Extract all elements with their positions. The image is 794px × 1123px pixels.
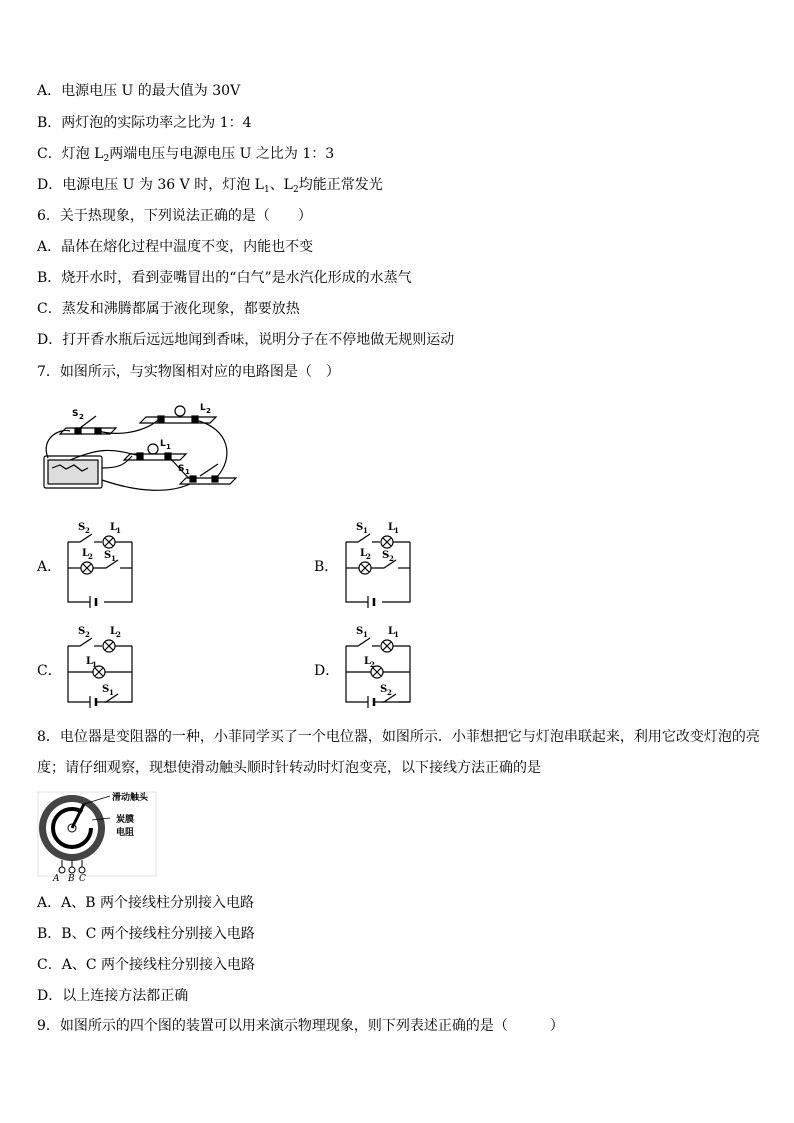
svg-text:S: S — [380, 684, 388, 695]
q7-circuit-d — [340, 622, 420, 714]
svg-text:S: S — [382, 550, 390, 561]
svg-text:S: S — [104, 550, 112, 561]
svg-text:2: 2 — [366, 552, 371, 561]
q6-option-b: B．烧开水时，看到壶嘴冒出的“白气”是水汽化形成的水蒸气 — [37, 270, 412, 286]
q7-option-a-label: A． — [37, 559, 62, 575]
svg-text:1: 1 — [166, 443, 171, 451]
svg-text:1: 1 — [185, 468, 190, 476]
svg-text:2: 2 — [206, 407, 211, 415]
q7-circuit-b — [340, 518, 420, 608]
q7-real-circuit-figure — [40, 398, 240, 498]
q5-option-d: D．电源电压 U 为 36 V 时，灯泡 $L_1$、$L_2$均能正常发光 — [37, 177, 383, 195]
q8-stem-line1: 8．电位器是变阻器的一种，小菲同学买了一个电位器，如图所示．小菲想把它与灯泡串联起来，利用它改变灯泡的亮 — [37, 729, 760, 745]
q7-circuit-a — [62, 518, 142, 608]
svg-text:1: 1 — [109, 688, 114, 697]
svg-text:L: L — [364, 656, 372, 667]
q5-option-c: C．灯泡 $L_2$两端电压与电源电压 U 之比为 1：3 — [37, 146, 335, 164]
svg-text:L: L — [388, 626, 396, 637]
q6-option-d: D．打开香水瓶后远远地闻到香味，说明分子在不停地做无规则运动 — [37, 332, 455, 348]
svg-text:S: S — [356, 522, 364, 533]
svg-text:2: 2 — [85, 526, 90, 535]
svg-text:L: L — [388, 522, 396, 533]
q8-potentiometer-figure — [36, 790, 166, 882]
svg-text:2: 2 — [88, 552, 93, 561]
q9-stem: 9．如图所示的四个图的装置可以用来演示物理现象，则下列表述正确的是（ ） — [37, 1018, 564, 1034]
svg-text:S: S — [72, 409, 79, 419]
q7-option-c-label: C． — [37, 663, 62, 679]
svg-text:1: 1 — [394, 630, 399, 639]
svg-text:2: 2 — [387, 688, 392, 697]
q6-option-c: C．蒸发和沸腾都属于液化现象，都要放热 — [37, 301, 300, 317]
q8-stem-line2: 度；请仔细观察，现想使滑动触头顺时针转动时灯泡变亮，以下接线方法正确的是 — [37, 760, 541, 776]
svg-text:L: L — [86, 656, 94, 667]
svg-text:1: 1 — [394, 526, 399, 535]
q7-stem: 7．如图所示，与实物图相对应的电路图是（ ） — [37, 364, 340, 380]
svg-text:S: S — [356, 626, 364, 637]
q8-carbon-label-1: 炭膜 — [116, 815, 135, 825]
svg-text:L: L — [360, 548, 368, 559]
svg-text:C: C — [79, 874, 86, 882]
svg-text:S: S — [78, 626, 86, 637]
q5-option-b: B．两灯泡的实际功率之比为 1：4 — [37, 115, 252, 131]
svg-text:2: 2 — [370, 660, 375, 669]
svg-text:S: S — [102, 684, 110, 695]
q7-option-d-label: D． — [314, 663, 340, 679]
svg-text:L: L — [160, 439, 166, 449]
svg-text:S: S — [178, 464, 185, 474]
q6-stem: 6．关于热现象，下列说法正确的是（ ） — [37, 208, 312, 224]
svg-text:1: 1 — [363, 630, 368, 639]
svg-text:1: 1 — [92, 660, 97, 669]
q8-option-b: B．B、C 两个接线柱分别接入电路 — [37, 926, 255, 942]
q7-option-b-label: B． — [314, 559, 339, 575]
q8-slider-label: 滑动触头 — [112, 793, 149, 803]
svg-text:1: 1 — [111, 554, 116, 563]
svg-text:2: 2 — [389, 554, 394, 563]
svg-text:1: 1 — [116, 526, 121, 535]
svg-text:L: L — [110, 626, 118, 637]
svg-text:2: 2 — [116, 630, 121, 639]
svg-text:A: A — [53, 874, 60, 882]
svg-text:2: 2 — [79, 413, 84, 421]
q8-carbon-label-2: 电阻 — [116, 828, 135, 838]
svg-text:L: L — [110, 522, 118, 533]
q7-circuit-c — [62, 622, 142, 714]
q8-option-c: C．A、C 两个接线柱分别接入电路 — [37, 957, 255, 973]
q7-a-top-switch-label: S — [78, 522, 86, 533]
svg-text:2: 2 — [85, 630, 90, 639]
svg-text:B: B — [68, 874, 75, 882]
svg-text:1: 1 — [363, 526, 368, 535]
svg-text:L: L — [82, 548, 90, 559]
q5-option-a: A．电源电压 U 的最大值为 30V — [37, 83, 241, 99]
svg-text:L: L — [200, 403, 206, 413]
q6-option-a: A．晶体在熔化过程中温度不变，内能也不变 — [37, 239, 314, 255]
q8-option-a: A．A、B 两个接线柱分别接入电路 — [37, 895, 254, 911]
q8-option-d: D．以上连接方法都正确 — [37, 988, 189, 1004]
